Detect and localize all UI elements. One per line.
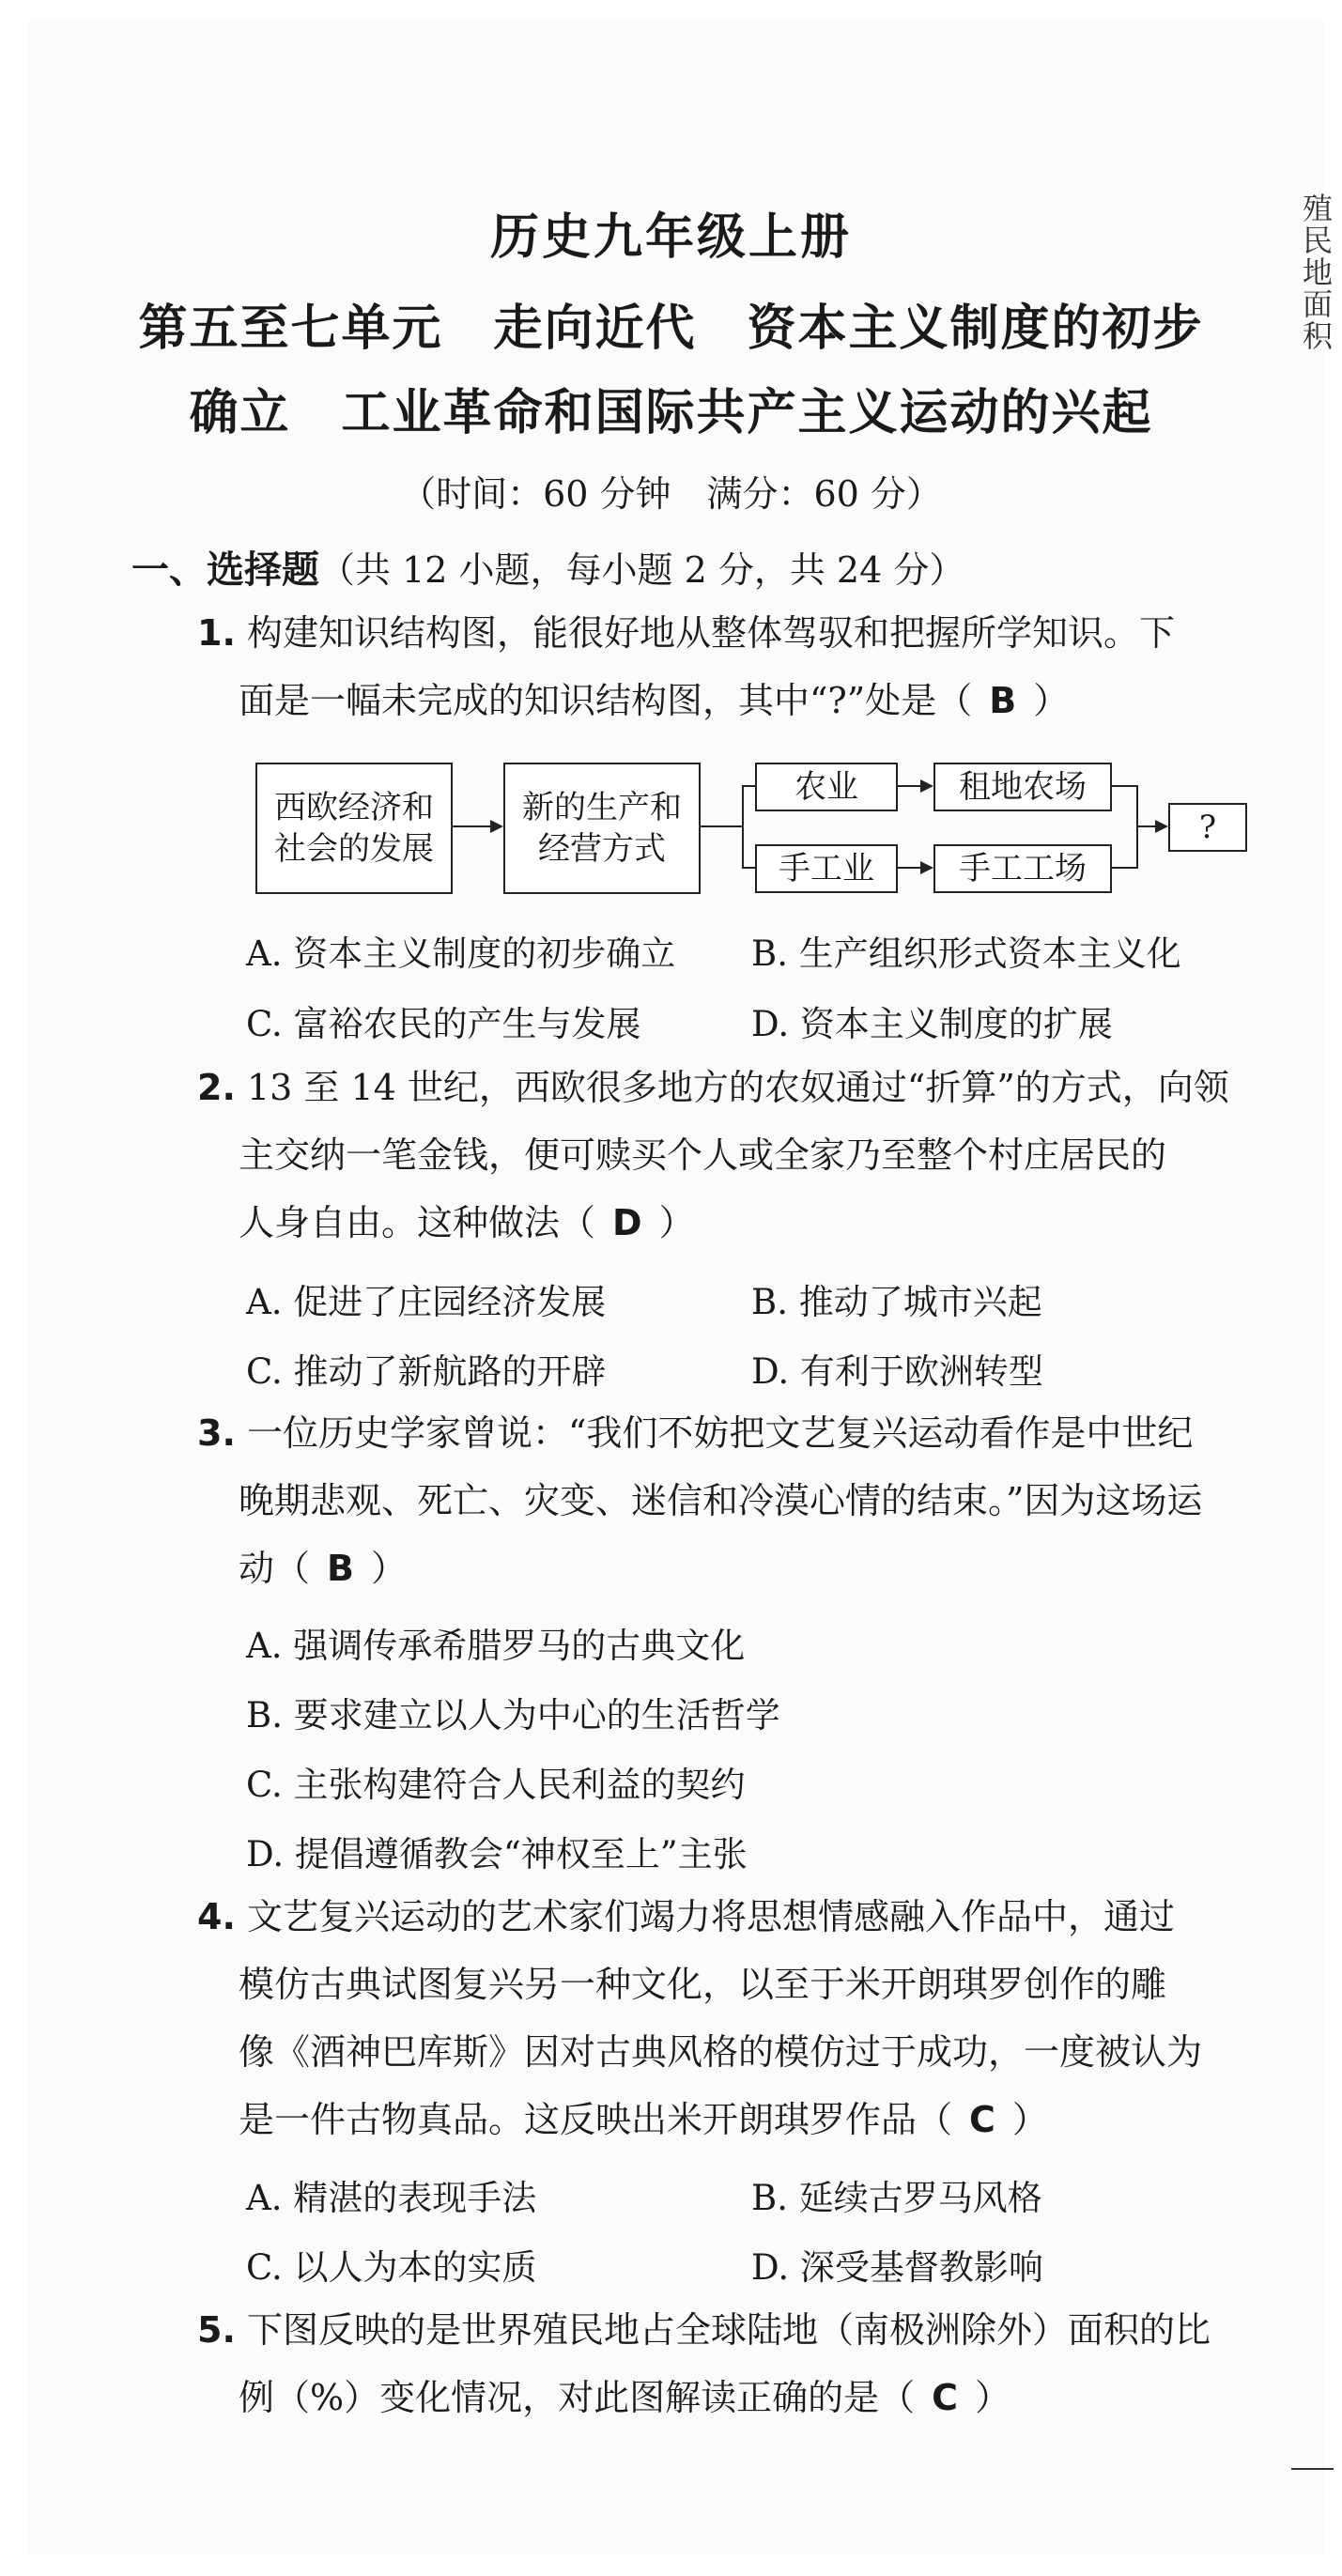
diagram-box-line: 西欧经济和: [274, 789, 434, 826]
unit-title: [0, 286, 1342, 455]
section-note: （共 12 小题，每小题 2 分，共 24 分）: [319, 549, 965, 591]
question-line: 面是一幅未完成的知识结构图，其中“?”处是（: [239, 680, 973, 721]
question-4: [197, 1883, 1202, 2153]
option-d: D. 深受基督教影响: [751, 2247, 1043, 2288]
diagram-box-line: 社会的发展: [274, 830, 434, 868]
paren-close: ）: [370, 1548, 407, 1589]
option-a: A. 精湛的表现手法: [246, 2178, 537, 2218]
option-b: B. 生产组织形式资本主义化: [751, 933, 1181, 974]
question-line: 文艺复兴运动的艺术家们竭力将思想情感融入作品中，通过: [246, 1896, 1175, 1937]
option-a: A. 强调传承希腊罗马的古典文化: [246, 1626, 746, 1666]
paren-close: ）: [1033, 680, 1070, 721]
answer-mark: D: [612, 1202, 642, 1243]
question-2: [197, 1054, 1229, 1257]
answer-mark: B: [327, 1548, 354, 1589]
question-number: 3.: [197, 1412, 236, 1454]
question-5: [197, 2296, 1211, 2431]
option-b: B. 推动了城市兴起: [751, 1282, 1042, 1322]
option-d: D. 资本主义制度的扩展: [751, 1004, 1113, 1044]
section-heading: [131, 540, 964, 594]
diagram-box-text: 农业: [794, 768, 858, 806]
option-d: D. 有利于欧洲转型: [751, 1351, 1043, 1392]
time-info: （时间：60 分钟 满分：60 分）: [400, 473, 942, 515]
option-c: C. 主张构建符合人民利益的契约: [246, 1765, 746, 1805]
question-line: 下图反映的是世界殖民地占全球陆地（南极洲除外）面积的比: [246, 2309, 1211, 2351]
diagram-box-line: 新的生产和: [522, 789, 682, 826]
answer-mark: B: [989, 680, 1017, 721]
question-number: 4.: [197, 1896, 236, 1937]
answer-mark: C: [932, 2377, 958, 2418]
question-line: 一位历史学家曾说：“我们不妨把文艺复兴运动看作是中世纪: [246, 1412, 1194, 1454]
option-c: C. 富裕农民的产生与发展: [246, 1004, 641, 1044]
diagram-box-text: ?: [1198, 809, 1217, 846]
question-line: 模仿古典试图复兴另一种文化，以至于米开朗琪罗创作的雕: [239, 1964, 1167, 2005]
diagram-box-line: 经营方式: [538, 830, 666, 868]
section-label: 一、选择题: [131, 548, 319, 592]
question-1: [197, 599, 1175, 734]
paren-close: ）: [658, 1202, 695, 1243]
question-number: 1.: [197, 612, 236, 654]
question-line: 13 至 14 世纪，西欧很多地方的农奴通过“折算”的方式，向领: [246, 1067, 1229, 1108]
option-a: A. 促进了庄园经济发展: [246, 1282, 607, 1322]
side-tab-label: 殖民地面积: [1298, 193, 1334, 352]
diagram-box-text: 手工业: [779, 850, 874, 887]
question-number: 5.: [197, 2309, 236, 2351]
paren-close: ）: [975, 2377, 1011, 2418]
question-number: 2.: [197, 1067, 236, 1108]
question-line: 人身自由。这种做法（: [239, 1202, 596, 1243]
diagram-box-text: 租地农场: [959, 768, 1087, 806]
answer-mark: C: [969, 2099, 995, 2140]
corner-mark: [1291, 2468, 1334, 2470]
option-d: D. 提倡遵循教会“神权至上”主张: [246, 1834, 748, 1874]
page-title: 历史九年级上册: [489, 208, 852, 266]
question-line: 构建知识结构图，能很好地从整体驾驭和把握所学知识。下: [246, 612, 1175, 654]
question-line: 是一件古物真品。这反映出米开朗琪罗作品（: [239, 2099, 953, 2140]
option-b: B. 要求建立以人为中心的生活哲学: [246, 1695, 780, 1735]
paren-close: ）: [1011, 2099, 1048, 2140]
option-a: A. 资本主义制度的初步确立: [246, 933, 676, 974]
option-c: C. 以人为本的实质: [246, 2247, 537, 2288]
question-line: 像《酒神巴库斯》因对古典风格的模仿过于成功，一度被认为: [239, 2031, 1203, 2073]
option-b: B. 延续古罗马风格: [751, 2178, 1042, 2218]
question-line: 主交纳一笔金钱，便可赎买个人或全家乃至整个村庄居民的: [239, 1134, 1167, 1176]
question-line: 动（: [239, 1548, 311, 1589]
option-c: C. 推动了新航路的开辟: [246, 1351, 607, 1392]
unit-title-line1: 第五至七单元 走向近代 资本主义制度的初步: [138, 300, 1204, 357]
question-line: 例（%）变化情况，对此图解读正确的是（: [239, 2377, 916, 2418]
diagram-box-text: 手工工场: [959, 850, 1087, 887]
unit-title-line2: 确立 工业革命和国际共产主义运动的兴起: [189, 384, 1153, 441]
question-3: [197, 1399, 1202, 1602]
question-line: 晚期悲观、死亡、灾变、迷信和冷漠心情的结束。”因为这场运: [239, 1480, 1203, 1521]
